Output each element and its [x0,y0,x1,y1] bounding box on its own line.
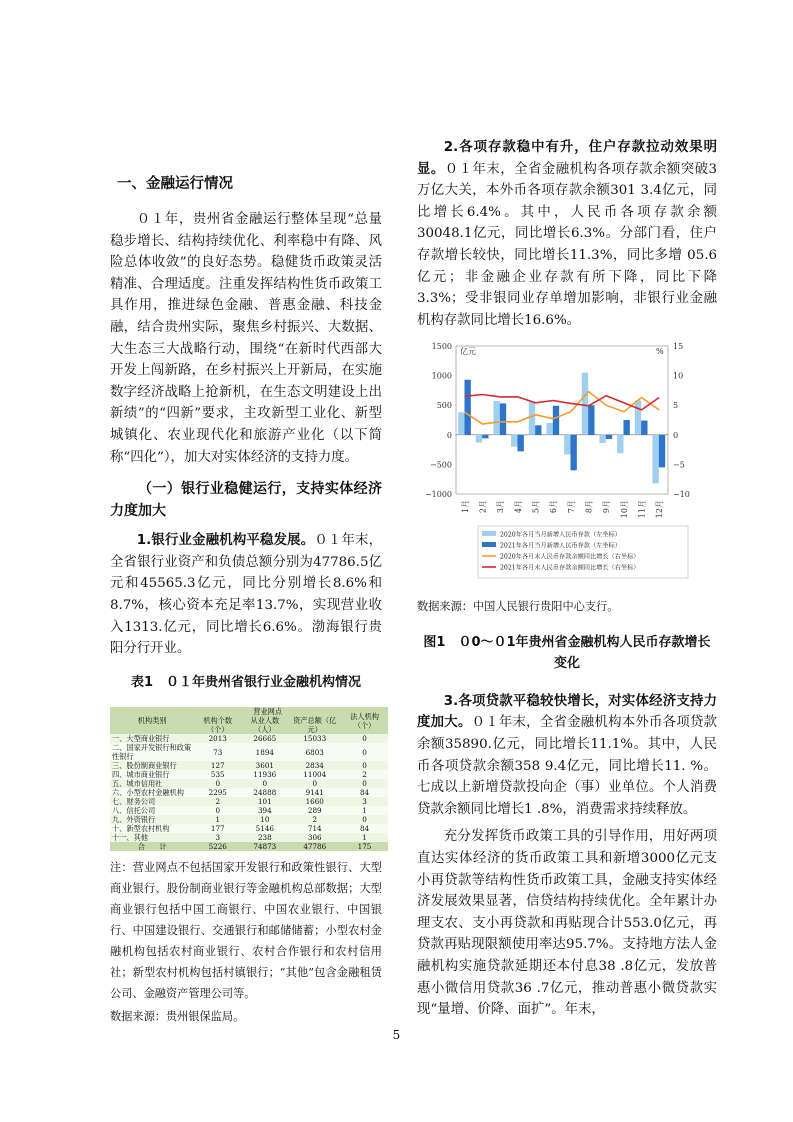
col-header-group: 营业网点 [253,707,283,717]
banking-lead: 1.银行业金融机构平稳发展。 [136,533,315,549]
table-row: 四、城市商业银行 535 11936 11004 2 [110,770,388,779]
table-row: 五、城市信用社 0 0 0 0 [110,779,388,788]
deposit-lead: 2.各项存款稳中有升，住户存款拉动效果明显。 [417,140,717,177]
legend-label: 2021年各月末人民币存款余额同比增长（右坐标） [500,564,640,572]
y-right-tick: 10 [673,371,684,381]
bank-table [110,707,388,851]
col-header-category: 机构类别 [137,716,167,726]
table-note: 注：营业网点不包括国家开发银行和政策性银行、大型商业银行、股份制商业银行等金融机构总部数据；大型商业银行包括中国工商银行、中国农业银行、中国银行、中国建设银行、交通银行和邮储储蓄；小型农村金融机构包括农村商业银行、农村合作银行和农村信用社；新型农村机构包括村镇银行；“其他”包含金融租赁公司、金融资产管理公司等。 [110,861,382,1001]
legend-swatch [482,542,496,547]
bar-2020 [458,412,464,434]
y-right-tick: −10 [673,490,690,499]
legend-swatch [482,531,496,536]
y-left-tick: 500 [436,401,452,411]
bar-2020 [511,435,517,447]
deposit-paragraph [417,137,717,331]
legend-label: 2021年各月当月新增人民币存款（左坐标） [500,542,621,550]
y-left-tick: 0 [446,430,452,440]
bar-2021 [659,435,665,468]
x-tick-label: 4月 [513,500,523,514]
bar-2021 [482,435,488,439]
bar-2021 [606,435,612,439]
table-row: 三、股份制商业银行 127 3601 2834 0 [110,761,388,770]
x-tick-label: 12月 [655,500,665,519]
loan-paragraph [417,691,717,821]
col-header-count: 机构个数（个） [203,716,233,735]
bar-2020 [617,435,623,453]
y-right-tick: 5 [673,401,679,411]
intro-paragraph: ０１年，贵州省金融运行整体呈现“总量稳步增长、结构持续优化、利率稳中有降、风险总体收敛”的良好态势。稳健货币政策灵活精准、合理适度。注重发挥结构性货币政策工具作用，推进绿色金融、普惠金融、科技金融，结合贵州实际，聚焦乡村振兴、大数据、大生态三大战略行动，围绕“在新时代西部大开发上闯新路，在乡村振兴上开新局，在实施数字经济战略上抢新机，在生态文明建设上出新绩”的“四新”要求，主攻新型工业化、新型城镇化、农业现代化和旅游产业化（以下简称“四化”），加大对实体经济的支持力度。 [110,212,382,465]
bar-2021 [517,435,523,452]
table-row: 二、国家开发银行和政策性银行 73 1894 6803 0 [110,743,388,761]
table-row: 六、小型农村金融机构 2295 24888 9141 84 [110,788,388,797]
table-row: 七、财务公司 2 101 1660 3 [110,797,388,806]
loan-lead: 3.各项贷款平稳较快增长，对实体经济支持力度加大。 [417,693,717,731]
banking-paragraph [110,530,382,660]
loan-body: ０１年末，全省金融机构本外币各项贷款余额35890.亿元，同比增长11.1%。其中，人民币各项贷款余额358 9.4亿元，同比增长11. %。七成以上新增贷款投向企（事）业单位。个人消费贷款余额同比增长1 .8%，消费需求持续释放。 [417,715,718,817]
x-tick-label: 6月 [549,500,559,514]
bar-2021 [570,435,576,471]
y-left-unit: 亿元 [460,347,476,356]
table-row: 十、新型农村机构 177 5146 714 84 [110,824,388,833]
right-column [417,137,717,331]
figure-caption: 图1 ０0～０1年贵州省金融机构人民币存款增长变化 [423,634,711,672]
bar-2021 [553,406,559,435]
bar-2020 [546,423,552,435]
y-left-tick: 1000 [431,371,452,381]
bar-2020 [652,435,658,484]
bar-2020 [582,373,588,435]
x-tick-label: 1月 [460,500,470,514]
bar-2020 [635,400,641,434]
col-header-legal: 法人机构（个） [350,711,379,730]
bar-2020 [493,401,499,435]
subsection-title: （一）银行业稳健运行，支持实体经济力度加大 [110,481,382,520]
y-left-tick: 1500 [431,342,452,351]
chart-legend [478,526,688,578]
deposit-chart [418,334,706,594]
col-header-assets: 资产总额（亿元） [293,716,337,735]
banking-body: ０１年末，全省银行业资产和负债总额分别为47786.5亿元和45565.3亿元，同比分别增长8.6%和8.7%，核心资本充足率13.7%，实现营业收入1313.亿元，同比增长6.6%。渤海银行贵阳分行开业。 [110,533,383,657]
x-tick-label: 2月 [478,500,488,514]
col-header-staff: 从业人数（人） [250,716,280,735]
bar-2020 [564,435,570,455]
deposit-body: ０１年末，全省金融机构各项存款余额突破3万亿大关，本外币各项存款余额301 3.4亿元，同比增长6.4%。其中，人民币各项存款余额30048.1亿元，同比增长6.3%。分部门看，住户存款增长较快，同比增长11.3%，同比多增 05.6亿元；非金融企业存款有所下降，同比下降3.3%；受非银同业存单增加影响，非银行业金融机构存款同比增长16.6%。 [417,161,717,328]
y-left-tick: −1000 [424,490,452,499]
x-tick-label: 10月 [619,500,629,519]
x-tick-label: 3月 [496,500,506,514]
chart-bars [458,373,665,484]
chart-source: 数据来源：中国人民银行贵阳中心支行。 [417,600,619,613]
legend-label: 2020年各月末人民币存款余额同比增长（右坐标） [500,553,640,561]
x-tick-label: 5月 [531,500,541,514]
left-column [110,209,382,1028]
table-row: 十一、其他 3 238 306 1 [110,833,388,842]
section-title: 一、金融运行情况 [117,176,233,192]
x-tick-label: 11月 [637,500,647,519]
bar-2020 [599,435,605,443]
bar-2021 [641,421,647,435]
table-row: 八、信托公司 0 394 289 1 [110,806,388,815]
right-column-lower [417,596,717,1021]
bar-2021 [588,405,594,435]
x-tick-label: 9月 [602,500,612,514]
table-source: 数据来源：贵州银保监局。 [110,1010,245,1024]
bar-2021 [500,403,506,434]
y-right-tick: −5 [673,460,685,470]
table-row: 一、大型商业银行 2013 26665 15033 0 [110,734,388,743]
bar-2021 [535,425,541,434]
y-right-tick: 0 [673,430,679,440]
bar-2020 [476,435,482,443]
x-tick-label: 8月 [584,500,594,514]
policy-paragraph: 充分发挥货币政策工具的引导作用，用好两项直达实体经济的货币政策工具和新增3000亿元支小再贷款等结构性货币政策工具，金融支持实体经济发展效果显著，信贷结构持续优化。全年累计办理支农、支小再贷款和再贴现合计553.0亿元，再贷款再贴现限额使用率达95.7%。支持地方法人金融机构实施贷款延期还本付息38 .8亿元，发放普惠小微信用贷款36 .7亿元，推动普惠小微贷款实现“量增、价降、面扩”。年末， [417,829,717,1018]
legend-label: 2020年各月当月新增人民币存款（左坐标） [500,531,621,539]
y-right-unit: % [656,347,664,356]
table-total-row: 合 计 5226 74873 47786 175 [110,842,388,851]
bar-2020 [529,402,535,435]
y-right-tick: 15 [673,342,684,351]
table-row: 九、外资银行 1 10 2 0 [110,815,388,824]
table-caption: 表1 ０１年贵州省银行业金融机构情况 [130,674,362,690]
page-number: 5 [392,1028,401,1042]
y-left-tick: −500 [430,460,452,470]
bar-2021 [623,420,629,435]
x-tick-label: 7月 [566,500,576,514]
bar-2021 [464,380,470,435]
